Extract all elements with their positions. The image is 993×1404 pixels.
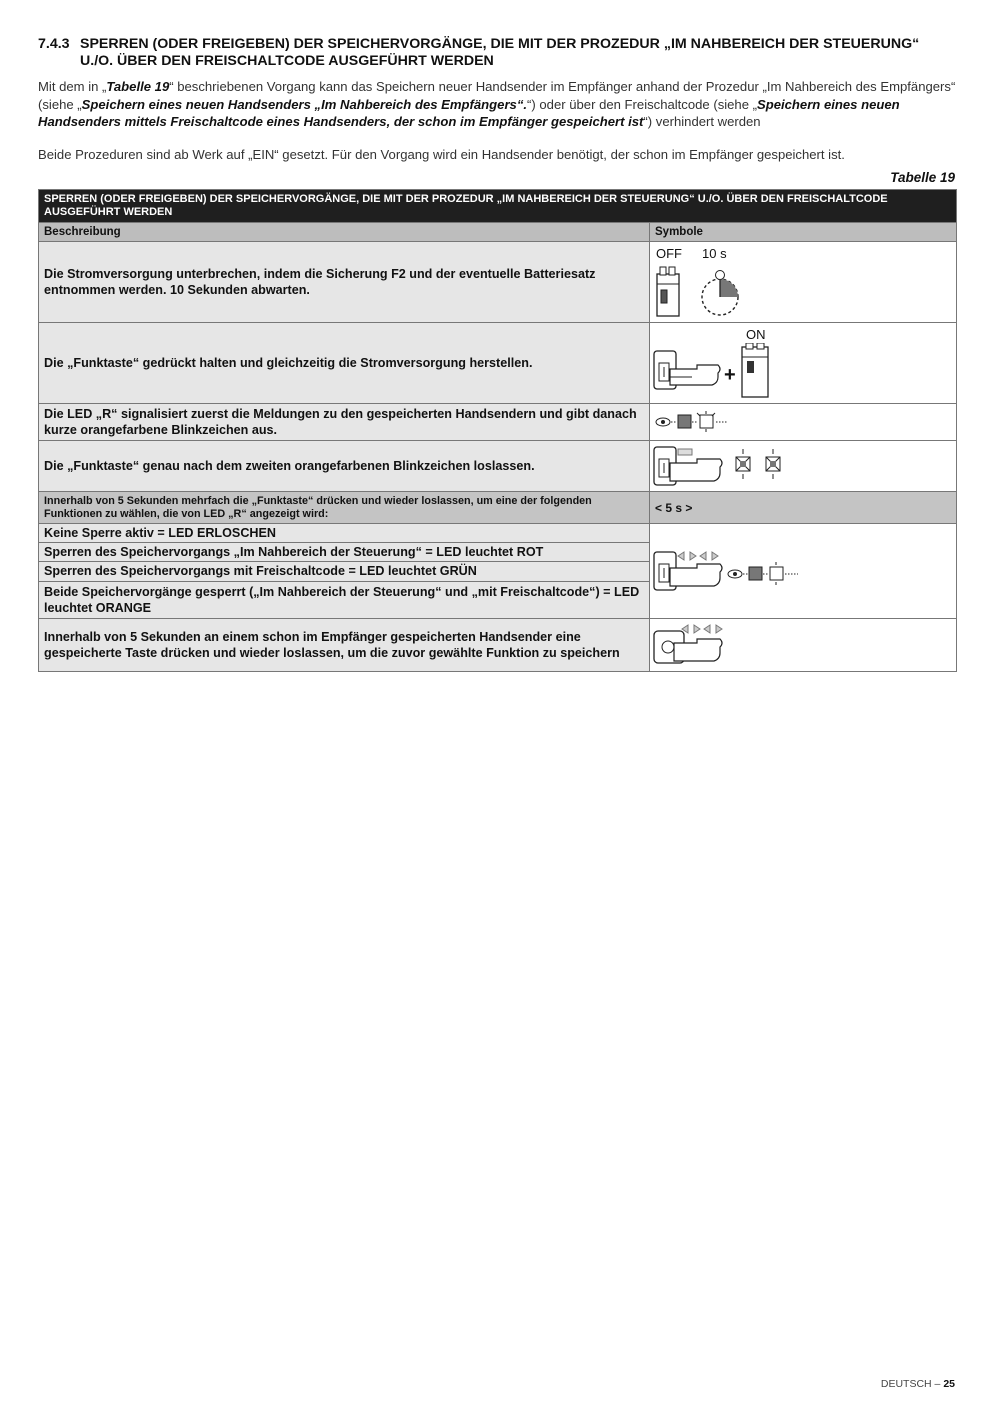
table-row (39, 619, 957, 672)
table-caption: Tabelle 19 (890, 170, 955, 185)
remote-repeat-press-led-icon (652, 550, 812, 594)
step-description: Die „Funktaste“ genau nach dem zweiten orangefarbenen Blinkzeichen loslassen. (39, 441, 650, 492)
section-heading (38, 36, 938, 70)
table-row (39, 242, 957, 323)
cross-reference-link-1[interactable]: Speichern eines neuen Handsenders „Im Nahbereich des Empfängers“. (81, 96, 528, 112)
symbol-cell (650, 242, 957, 323)
remote-release-blink-icon (652, 445, 802, 489)
option-description: Sperren des Speichervorgangs „Im Nahbereich der Steuerung“ = LED leuchtet ROT (39, 543, 650, 562)
step-description: Die Stromversorgung unterbrechen, indem die Sicherung F2 und der eventuelle Batteriesatz entnommen werden. 10 Sekunden abwarten. (39, 242, 650, 323)
cross-reference-link-2[interactable]: Speichern eines neuen Handsenders mittels Freischaltcode eines Handsenders, der schon im Empfänger gespeichert ist (38, 96, 900, 129)
symbol-cell (650, 619, 957, 672)
symbol-cell (650, 323, 957, 404)
table-reference-link[interactable]: Tabelle 19 (106, 79, 170, 94)
option-description: Sperren des Speichervorgangs mit Freischaltcode = LED leuchtet GRÜN (39, 562, 650, 581)
symbol-cell (650, 441, 957, 492)
column-header-symbols: Symbole (650, 223, 957, 242)
column-header-description: Beschreibung (39, 223, 650, 242)
table-row (39, 524, 957, 543)
page-number: 25 (943, 1378, 955, 1390)
svg-text:+: + (724, 364, 736, 386)
on-label: ON (746, 327, 766, 342)
remote-press-power-on-icon (652, 343, 782, 401)
table-title: SPERREN (ODER FREIGEBEN) DER SPEICHERVORGÄNGE, DIE MIT DER PROZEDUR „IM NAHBEREICH DER STEUERUNG“ U./O. ÜBER DEN FREISCHALTCODE AUSGEFÜHRT WERDEN (39, 190, 957, 223)
symbol-cell (650, 404, 957, 441)
procedure-table (38, 189, 957, 672)
off-label: OFF (656, 246, 682, 261)
breaker-timer-icon (654, 264, 744, 320)
page-footer: DEUTSCH – 25 (880, 1378, 955, 1390)
option-description: Beide Speichervorgänge gesperrt („Im Nahbereich der Steuerung“ und „mit Freischaltcode“) = LED leuchtet ORANGE (39, 581, 650, 618)
led-observe-blink-icon (654, 411, 744, 433)
option-description: Keine Sperre aktiv = LED ERLOSCHEN (39, 524, 650, 543)
table-row (39, 404, 957, 441)
step-description: Die „Funktaste“ gedrückt halten und gleichzeitig die Stromversorgung herstellen. (39, 323, 650, 404)
intro-paragraph: Mit dem in „Tabelle 19“ beschriebenen Vorgang kann das Speichern neuer Handsender im Empfänger anhand der Prozedur „Im Nahbereich des Empfängers“ (siehe „Speichern eines neuen Handsenders „Im Nahbereich des Empfängers“.“) oder über den Freischaltcode (siehe „Speichern eines neuen Handsenders mittels Freischaltcode eines Handsenders, der schon im Empfänger gespeichert ist“) verhindert werden (38, 79, 956, 129)
symbol-cell (650, 524, 957, 619)
step-description: Innerhalb von 5 Sekunden an einem schon im Empfänger gespeicherten Handsender eine gespeicherte Taste drücken und wieder loslassen, um die zuvor gewählte Funktion zu speichern (39, 619, 650, 672)
table-row (39, 492, 957, 524)
section-number: 7.4.3 (38, 36, 70, 52)
table-row (39, 441, 957, 492)
step-description: Innerhalb von 5 Sekunden mehrfach die „Funktaste“ drücken und wieder loslassen, um eine der folgenden Funktionen zu wählen, die von LED „R“ angezeigt wird: (39, 492, 650, 524)
step-description: Die LED „R“ signalisiert zuerst die Meldungen zu den gespeicherten Handsendern und gibt danach kurze orangefarbene Blinkzeichen aus. (39, 404, 650, 441)
stored-remote-press-icon (652, 623, 732, 667)
factory-setting-note: Beide Prozeduren sind ab Werk auf „EIN“ gesetzt. Für den Vorgang wird ein Handsender benötigt, der schon im Empfänger gespeichert ist. (38, 147, 845, 162)
section-title: SPERREN (ODER FREIGEBEN) DER SPEICHERVORGÄNGE, DIE MIT DER PROZEDUR „IM NAHBEREICH DER STEUERUNG“ U./O. ÜBER DEN FREISCHALTCODE AUSGEFÜHRT WERDEN (80, 36, 920, 69)
table-row (39, 323, 957, 404)
time-label: 10 s (702, 246, 727, 261)
time-window-label: < 5 s > (650, 492, 957, 524)
